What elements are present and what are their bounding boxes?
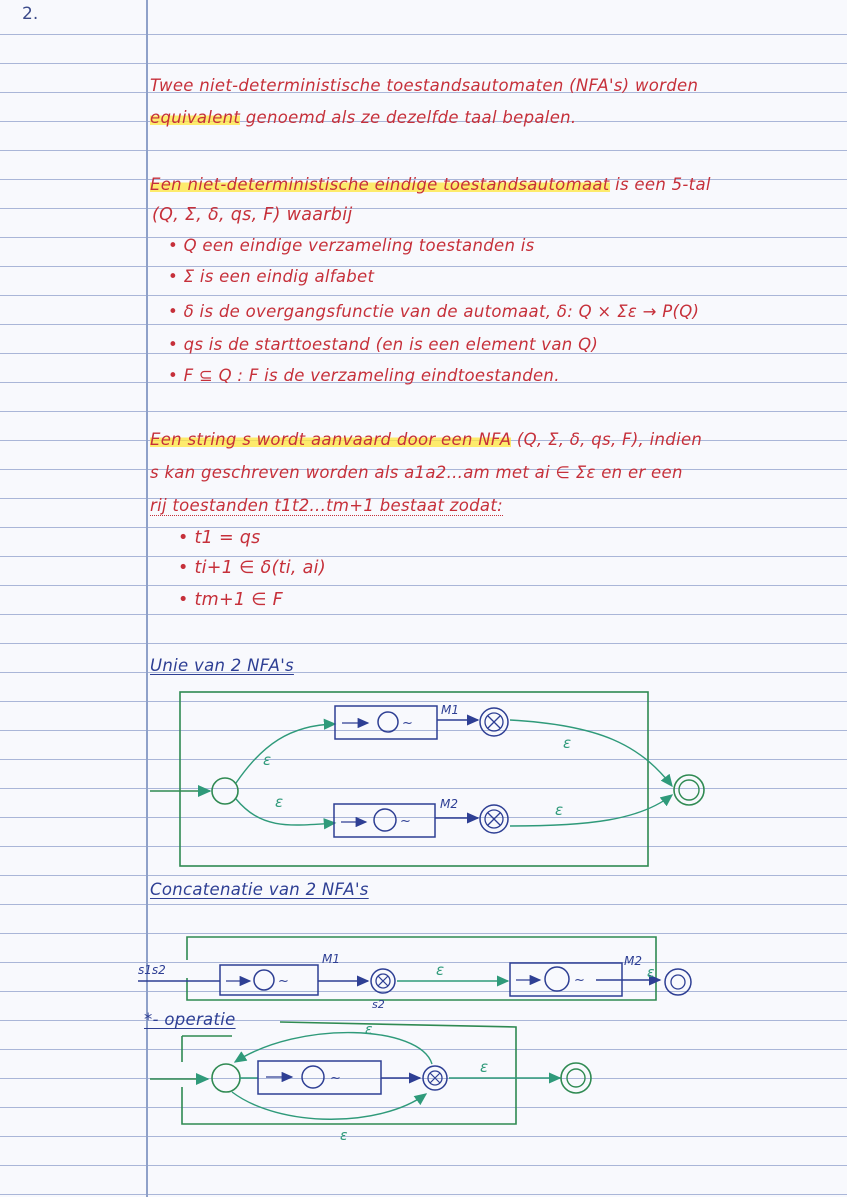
definition-line-1-rest: is een 5-tal xyxy=(615,175,711,194)
definition-tuple: (Q, Σ, δ, qs, F) waarbij xyxy=(152,205,353,225)
acceptance-line-3: rij toestanden t1t2...tm+1 bestaat zodat: xyxy=(150,496,503,515)
concat-s1s2-label: s1s2 xyxy=(138,963,166,977)
concat-m1-accept-crossed xyxy=(378,976,388,986)
definition-bullet-2: • Σ is een eindig alfabet xyxy=(168,267,375,286)
union-diagram xyxy=(150,692,704,866)
star-frame xyxy=(182,1022,516,1124)
page-number: 2. xyxy=(22,4,39,24)
definition-bullet-1: • Q een eindige verzameling toestanden is xyxy=(168,236,535,255)
star-epsilon-label-3: ε xyxy=(480,1058,489,1076)
union-epsilon-to-m2 xyxy=(236,799,335,825)
star-title: *- operatie xyxy=(144,1010,236,1029)
union-m2-label: M2 xyxy=(440,797,458,811)
acceptance-condition-3: • tm+1 ∈ F xyxy=(178,590,284,610)
star-m-accept-crossed xyxy=(430,1073,440,1083)
union-frame xyxy=(180,692,648,866)
concat-m1-tilde: ~ xyxy=(278,974,289,989)
definition-bullet-4: • qs is de starttoestand (en is een element van Q) xyxy=(168,335,599,354)
intro-line-2-rest: genoemd als ze dezelfde taal bepalen. xyxy=(245,108,577,127)
concat-m1-box xyxy=(220,965,318,995)
concat-diagram xyxy=(138,937,691,1011)
union-m1-tilde: ~ xyxy=(402,716,413,731)
union-m2-start-state xyxy=(374,809,396,831)
star-final-accept-state xyxy=(561,1063,591,1093)
star-epsilon-label-2: ε xyxy=(340,1128,348,1144)
concat-frame xyxy=(187,937,656,1000)
definition-bullet-3: • δ is de overgangsfunctie van de automaat, δ: Q × Σε → P(Q) xyxy=(168,302,700,321)
concat-epsilon-label-2: ε xyxy=(647,965,655,981)
union-epsilon-label-3: ε xyxy=(563,734,572,752)
union-start-state xyxy=(212,778,238,804)
acceptance-line-2: s kan geschreven worden als a1a2...am met ai ∈ Σε en er een xyxy=(150,463,683,482)
union-m2-accept-crossed xyxy=(488,813,500,825)
concat-m2-tilde: ~ xyxy=(574,973,585,988)
union-epsilon-label-4: ε xyxy=(555,801,564,819)
union-final-accept-inner xyxy=(679,780,699,800)
star-m-tilde: ~ xyxy=(330,1071,341,1086)
concat-final-accept-inner xyxy=(671,975,685,989)
union-m1-label: M1 xyxy=(441,703,459,717)
acceptance-highlight: Een string s wordt aanvaard door een NFA xyxy=(150,430,512,449)
definition-highlight: Een niet-deterministische eindige toestandsautomaat xyxy=(150,175,610,194)
union-m1-start-state xyxy=(378,712,398,732)
acceptance-condition-1: • t1 = qs xyxy=(178,528,261,548)
union-title: Unie van 2 NFA's xyxy=(150,656,294,675)
star-new-start-state xyxy=(212,1064,240,1092)
star-final-accept-inner xyxy=(567,1069,585,1087)
star-epsilon-lower xyxy=(232,1092,426,1119)
concat-m2-start-state xyxy=(545,967,569,991)
union-epsilon-label-1: ε xyxy=(263,751,272,769)
concat-m2-label: M2 xyxy=(624,954,642,968)
star-epsilon-label-1: ε xyxy=(365,1022,373,1038)
concat-s2-label: s2 xyxy=(372,998,385,1011)
acceptance-condition-2: • ti+1 ∈ δ(ti, ai) xyxy=(178,558,326,578)
union-epsilon-to-m1 xyxy=(236,724,335,783)
union-m2-tilde: ~ xyxy=(400,814,411,829)
union-epsilon-label-2: ε xyxy=(275,793,284,811)
acceptance-line-1-rest: (Q, Σ, δ, qs, F), indien xyxy=(516,430,703,449)
union-m1-accept-crossed xyxy=(488,716,500,728)
definition-bullet-5: • F ⊆ Q : F is de verzameling eindtoestanden. xyxy=(168,366,560,385)
intro-highlight-equivalent: equivalent xyxy=(150,108,241,127)
concat-m1-start-state xyxy=(254,970,274,990)
star-epsilon-loop-back xyxy=(235,1033,432,1064)
intro-line-1: Twee niet-deterministische toestandsautomaten (NFA's) worden xyxy=(150,76,699,95)
concat-title: Concatenatie van 2 NFA's xyxy=(150,880,369,899)
star-diagram xyxy=(150,1022,591,1144)
concat-final-accept-state xyxy=(665,969,691,995)
concat-epsilon-label-1: ε xyxy=(436,961,445,979)
star-m-start-state xyxy=(302,1066,324,1088)
concat-m1-label: M1 xyxy=(322,952,340,966)
